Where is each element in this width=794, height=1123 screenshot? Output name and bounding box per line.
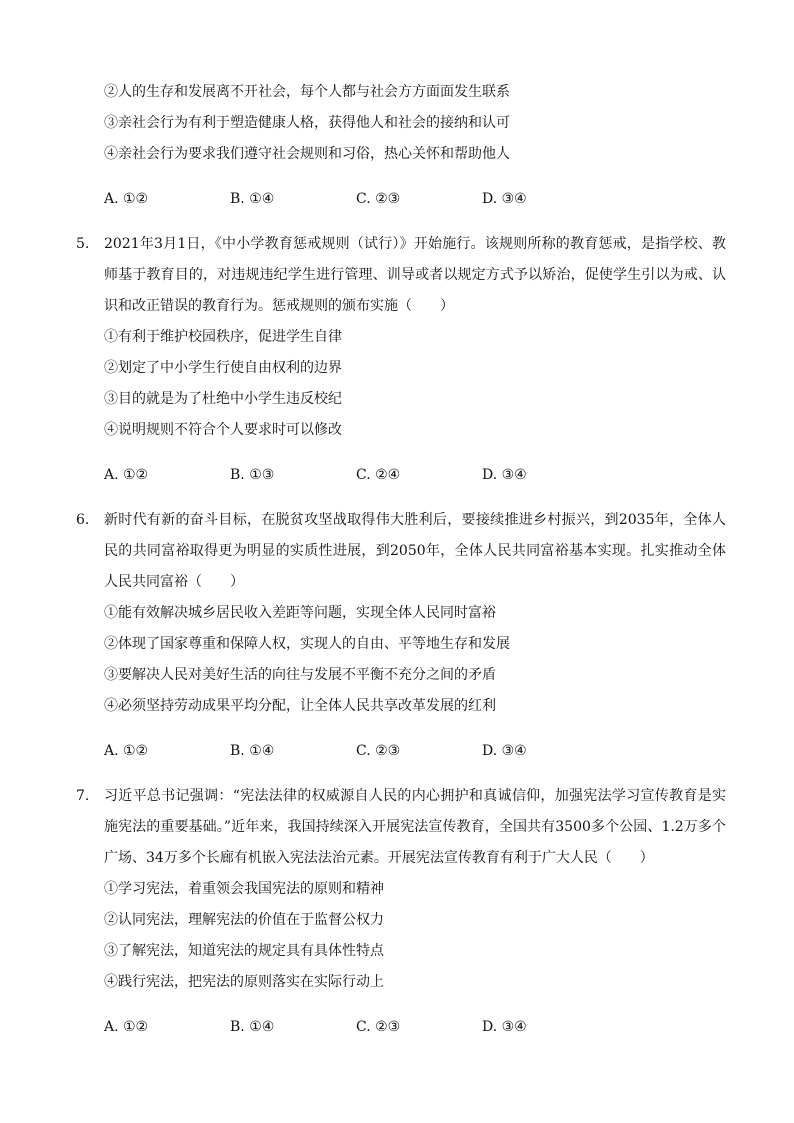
option-c: C. ②③ — [356, 743, 401, 759]
option-b: B. ①④ — [230, 1019, 275, 1035]
statement-3: ③要解决人民对美好生活的向往与发展不平衡不充分之间的矛盾 — [104, 667, 496, 683]
statement-3: ③目的就是为了杜绝中小学生违反校纪 — [104, 391, 342, 407]
option-b: B. ①③ — [230, 467, 275, 483]
question-number: 5. — [76, 236, 90, 252]
option-a: A. ①② — [104, 743, 149, 759]
option-a: A. ①② — [104, 1019, 149, 1035]
statement-4: ④践行宪法，把宪法的原则落实在实际行动上 — [104, 974, 384, 990]
statement-4: ④亲社会行为要求我们遵守社会规则和习俗，热心关怀和帮助他人 — [104, 146, 510, 162]
statement-3: ③了解宪法，知道宪法的规定具有具体性特点 — [104, 943, 384, 959]
statement-1: ①能有效解决城乡居民收入差距等问题，实现全体人民同时富裕 — [104, 605, 496, 621]
option-c: C. ②③ — [356, 191, 401, 207]
statement-3: ③亲社会行为有利于塑造健康人格，获得他人和社会的接纳和认可 — [104, 115, 510, 131]
question-number: 7. — [76, 788, 90, 804]
option-b: B. ①④ — [230, 743, 275, 759]
statement-2: ②体现了国家尊重和保障人权，实现人的自由、平等地生存和发展 — [104, 636, 510, 652]
question-stem: 习近平总书记强调：“宪法法律的权威源自人民的内心拥护和真诚信仰，加强宪法学习宣传教育是实施宪法的重要基础。”近年来，我国持续深入开展宪法宣传教育，全国共有3500多个公园、1.2万多个广场、34万多个长廊有机嵌入宪法法治元素。开展宪法宣传教育有利于广大人民（ ） — [104, 788, 726, 866]
option-d: D. ③④ — [482, 743, 527, 759]
option-d: D. ③④ — [482, 1019, 527, 1035]
statement-2: ②人的生存和发展离不开社会，每个人都与社会方方面面发生联系 — [104, 84, 510, 100]
option-c: C. ②③ — [356, 1019, 401, 1035]
question-stem: 2021年3月1日，《中小学教育惩戒规则（试行）》开始施行。该规则所称的教育惩戒，是指学校、教师基于教育目的，对违规违纪学生进行管理、训导或者以规定方式予以矫治，促使学生引以为戒、认识和改正错误的教育行为。惩戒规则的颁布实施（ ） — [104, 236, 726, 314]
statement-2: ②划定了中小学生行使自由权利的边界 — [104, 360, 342, 376]
statement-4: ④必须坚持劳动成果平均分配，让全体人民共享改革发展的红利 — [104, 698, 496, 714]
option-b: B. ①④ — [230, 191, 275, 207]
option-a: A. ①② — [104, 467, 149, 483]
option-d: D. ③④ — [482, 467, 527, 483]
statement-1: ①有利于维护校园秩序，促进学生自律 — [104, 329, 342, 345]
option-c: C. ②④ — [356, 467, 401, 483]
option-d: D. ③④ — [482, 191, 527, 207]
statement-2: ②认同宪法，理解宪法的价值在于监督公权力 — [104, 912, 384, 928]
question-stem: 新时代有新的奋斗目标，在脱贫攻坚战取得伟大胜利后，要接续推进乡村振兴，到2035年，全体人民的共同富裕取得更为明显的实质性进展，到2050年，全体人民共同富裕基本实现。扎实推动全体人民共同富裕（ ） — [104, 512, 726, 590]
statement-1: ①学习宪法，着重领会我国宪法的原则和精神 — [104, 881, 384, 897]
question-number: 6. — [76, 512, 90, 528]
option-a: A. ①② — [104, 191, 149, 207]
statement-4: ④说明规则不符合个人要求时可以修改 — [104, 422, 342, 438]
